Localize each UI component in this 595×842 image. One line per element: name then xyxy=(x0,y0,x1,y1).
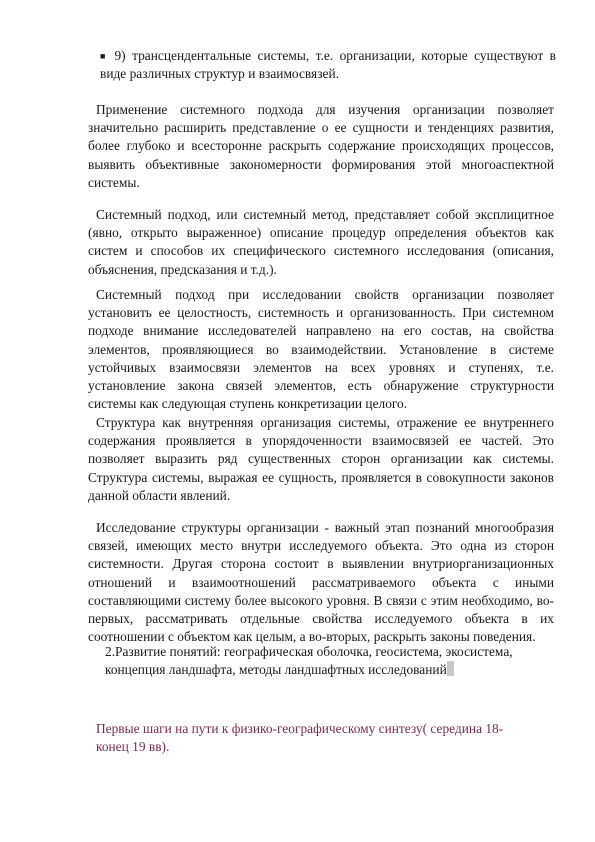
section-heading xyxy=(105,643,535,679)
paragraph: Системный подход, или системный метод, представляет собой эксплицитное (явно, открыто выраженное) описание процедур определения объектов как систем и способов их специфического системного исследования (описания, объяснения, предсказания и т.д.). xyxy=(88,207,554,277)
paragraph: Системный подход при исследовании свойств организации позволяет установить ее целостность, системность и организованность. При системном подходе внимание исследователей направлено на его состав, на свойства элементов, проявляющиеся во взаимодействии. Установление в системе устойчивых взаимосвязи элементов на всех уровнях и ступенях, т.е. установление закона связей элементов, есть обнаружение структурности системы как следующая ступень конкретизации целого. xyxy=(88,287,554,412)
section-heading-text: 2.Развитие понятий: географическая оболочка, геосистема, экосистема, концепция ландшафта, методы ландшафтных исследований xyxy=(105,644,513,678)
square-bullet-icon: ■ xyxy=(100,51,106,61)
paragraph: Применение системного подхода для изучения организации позволяет значительно расширить представление о ее сущности и тенденциях развития, более глубоко и всесторонне раскрыть содержание происходящих процессов, выявить объективные закономерности формирования этой многоаспектной системы. xyxy=(88,102,554,190)
paragraph: Структура как внутренняя организация системы, отражение ее внутреннего содержания проявляется в упорядоченности взаимосвязей ее частей. Это позволяет выразить ряд существенных сторон организации как системы. Структура системы, выражая ее сущность, проявляется в совокупности законов данной области явлений. xyxy=(88,415,554,503)
colored-note: Первые шаги на пути к физико-географическому синтезу( середина 18- конец 19 вв). xyxy=(96,721,504,755)
bullet-list-item xyxy=(100,47,556,83)
bullet-item-text: 9) трансцендентальные системы, т.е. организации, которые существуют в виде различных структур и взаимосвязей. xyxy=(100,48,556,82)
paragraph: Исследование структуры организации - важный этап познаний многообразия связей, имеющих место внутри исследуемого объекта. Это одна из сторон системности. Другая сторона состоит в выявлении внутриорганизационных отношений и взаимоотношений рассматриваемого объекта с иными составляющими систему более высокого уровня. В связи с этим необходимо, во-первых, рассматривать отдельные свойства исследуемого объекта в их соотношении с объектом как целым, а во-вторых, раскрыть законы поведения. xyxy=(88,520,554,645)
text-cursor-highlight xyxy=(447,661,454,676)
